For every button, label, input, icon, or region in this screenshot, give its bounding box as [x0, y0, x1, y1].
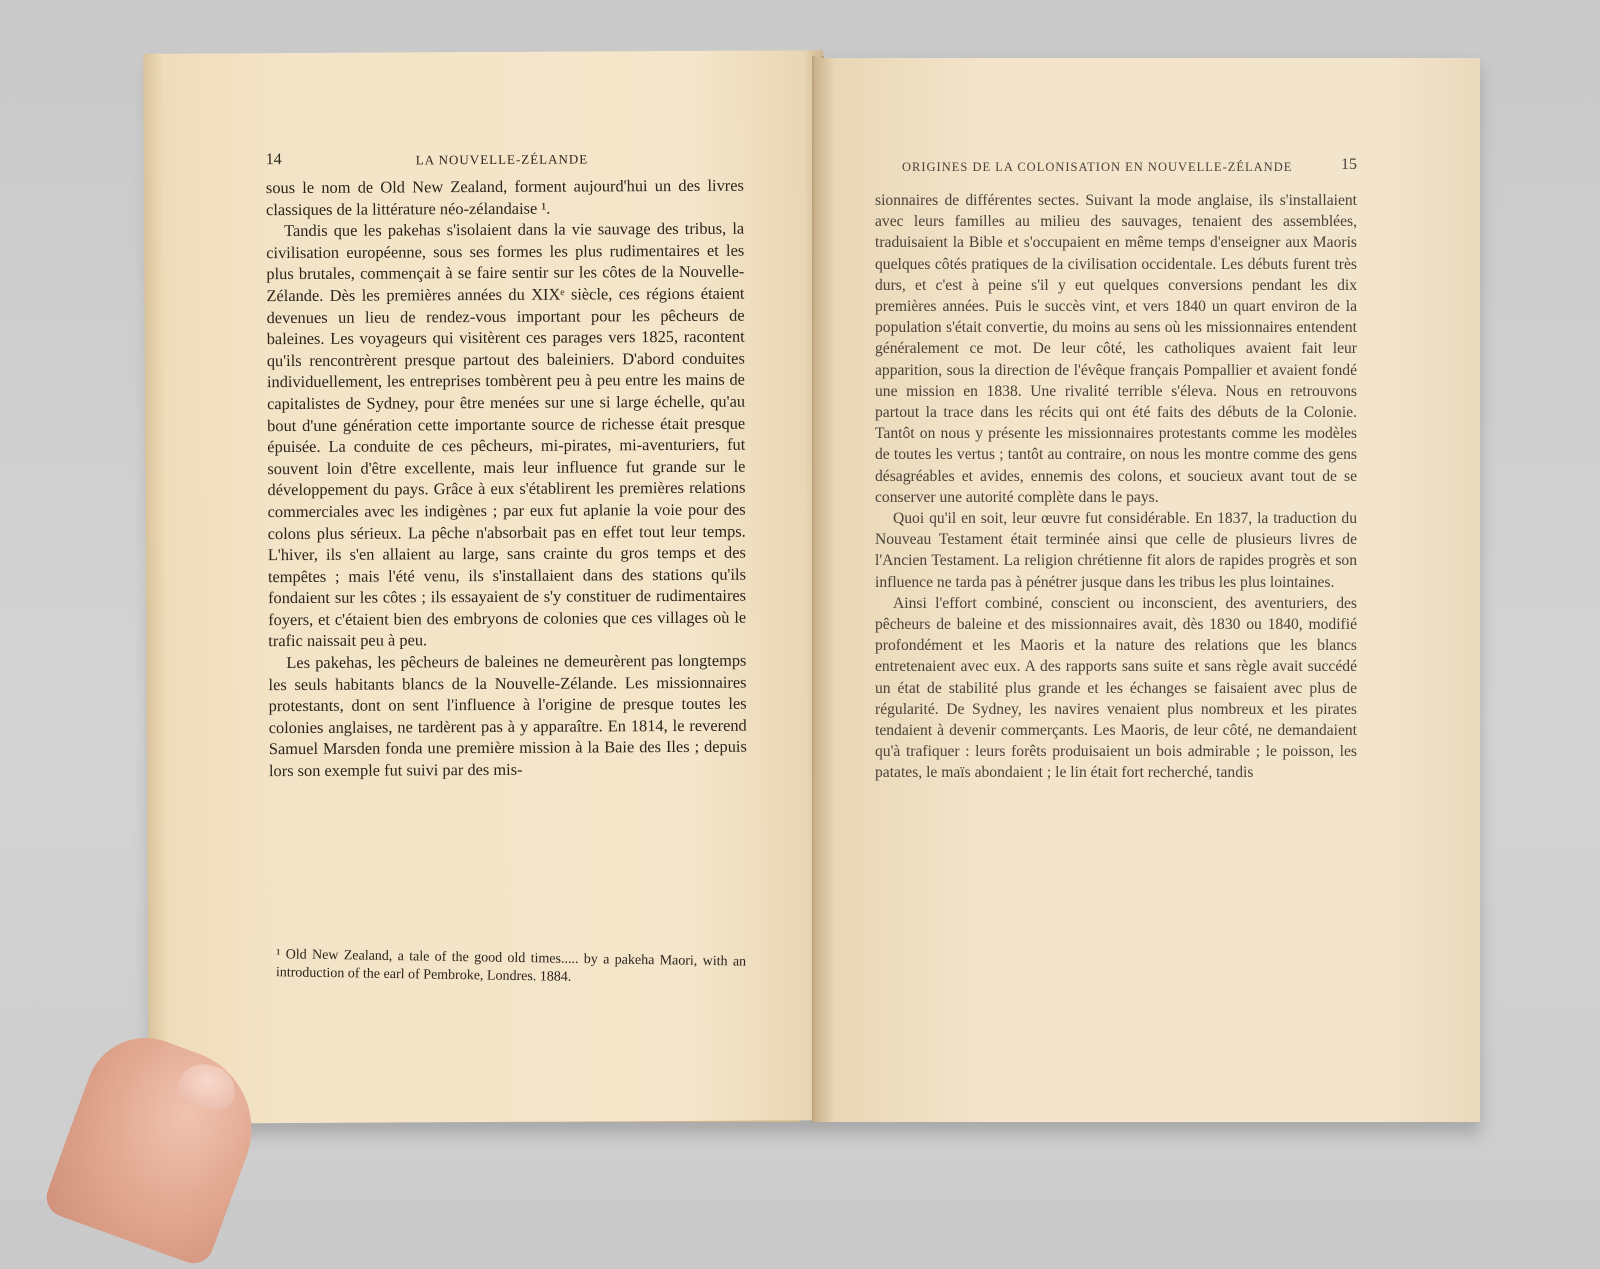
page-number: 15 — [1341, 156, 1357, 173]
paragraph: Quoi qu'il en soit, leur œuvre fut considérable. En 1837, la traduction du Nouveau Testament était terminée ainsi que celle de plusieurs livres de l'Ancien Testament. La religion chrétienne fit alors de rapides progrès et son influence ne tarda pas à pénétrer jusque dans les tribus les plus lointaines. — [875, 510, 1357, 591]
running-head: ORIGINES DE LA COLONISATION EN NOUVELLE-ZÉLANDE — [902, 160, 1293, 174]
page-number: 14 — [265, 151, 282, 169]
paragraph: Ainsi l'effort combiné, conscient ou inconscient, des aventuriers, des pêcheurs de baleine et des missionnaires avait, dès 1830 ou 1840, modifié profondément et les Maoris et la nature des relations que les blancs entretenaient avec eux. A des rapports sans suite et sans règle avait succédé un état de stabilité plus grande et les échanges se faisaient avec plus de régularité. De Sydney, les navires venaient plus nombreux et les pirates tendaient à devenir commerçants. Les Maoris, de leur côté, ne demandaient qu'à trafiquer : leurs forêts produisaient un bois admirable ; le poisson, les patates, le maïs abondaient ; le lin était fort recherché, tandis — [875, 594, 1357, 782]
right-page — [816, 58, 1480, 1122]
running-head: LA NOUVELLE-ZÉLANDE — [415, 151, 589, 168]
left-page — [143, 50, 829, 1124]
footnote: ¹ Old New Zealand, a tale of the good old times..... by a pakeha Maori, with an introduction of the earl of Pembroke, Londres. 1884. — [275, 947, 747, 985]
paragraph: Les pakehas, les pêcheurs de baleines ne demeurèrent pas longtemps les seuls habitants blancs de la Nouvelle-Zélande. Les missionnaires protestants, dont on sent l'influence à l'origine de presque toutes les colonies anglaises, ne tardèrent pas à y apparaître. En 1814, le reverend Samuel Marsden fonda une première mission à la Baie des Iles ; depuis lors son exemple fut suivi par des mis- — [268, 650, 747, 781]
page-body — [875, 190, 1357, 784]
paragraph: sionnaires de différentes sectes. Suivant la mode anglaise, ils s'installaient avec leurs familles au milieu des sauvages, tenaient des assemblées, traduisaient la Bible et s'occupaient en même temps d'enseigner aux Maoris quelques côtés pratiques de la civilisation occidentale. Les débuts furent très durs, et c'est à peine s'il y eut quelques conversions pendant les dix premières années. Puis le succès vint, et vers 1840 un quart environ de la population s'était convertie, du moins au sens où les missionnaires entendent généralement ce mot. De leur côté, les catholiques avaient fait leur apparition, sous la direction de l'évêque français Pompallier et avaient fondé une mission en 1838. Une rivalité terrible s'éleva. Nous en retrouvons partout la trace dans les récits qui ont été faits des débuts de la Colonie. Tantôt on nous y présente les missionnaires protestants comme les modèles de toutes les vertus ; tantôt au contraire, on nous les montre comme des gens désagréables et avides, ennemis des colons, et soucieux avant tout de se conserver une autorité complète dans le pays. — [875, 192, 1357, 506]
page-body — [266, 175, 747, 782]
paragraph: sous le nom de Old New Zealand, forment aujourd'hui un des livres classiques de la littérature néo-zélandaise ¹. — [265, 175, 744, 219]
paragraph: Tandis que les pakehas s'isolaient dans la vie sauvage des tribus, la civilisation européenne, sous ses formes les plus rudimentaires et les plus brutales, commençait à se faire sentir sur les côtes de la Nouvelle-Zélande. Dès les premières années du XIXᵉ siècle, ces régions étaient devenues un lieu de rendez-vous important pour les pêcheurs de baleines. Les voyageurs qui visitèrent ces parages vers 1825, racontent qu'ils rencontrèrent presque partout des baleiniers. D'abord conduites individuellement, les entreprises tombèrent peu à peu entre les mains de capitalistes de Sydney, pour être menées sur une si large échelle, qu'au bout d'une génération cette importante source de richesse était presque épuisée. La conduite de ces pêcheurs, mi-pirates, mi-aventuriers, fut souvent loin d'être excellente, mais leur influence fut grande sur le développement du pays. Grâce à eux s'établirent les premières relations commerciales avec les indigènes ; par eux fut aplanie la voie pour des colons plus sérieux. La pêche n'absorbait pas en effet tout leur temps. L'hiver, ils s'en allaient au large, sans crainte du gros temps et des tempêtes ; mais l'été venu, ils s'installaient dans des stations qu'ils fondaient sur les côtes ; ils essayaient de s'y constituer de rudimentaires foyers, et c'étaient bien des embryons de colonies que ces villages où le trafic naissait peu à peu. — [266, 218, 747, 651]
